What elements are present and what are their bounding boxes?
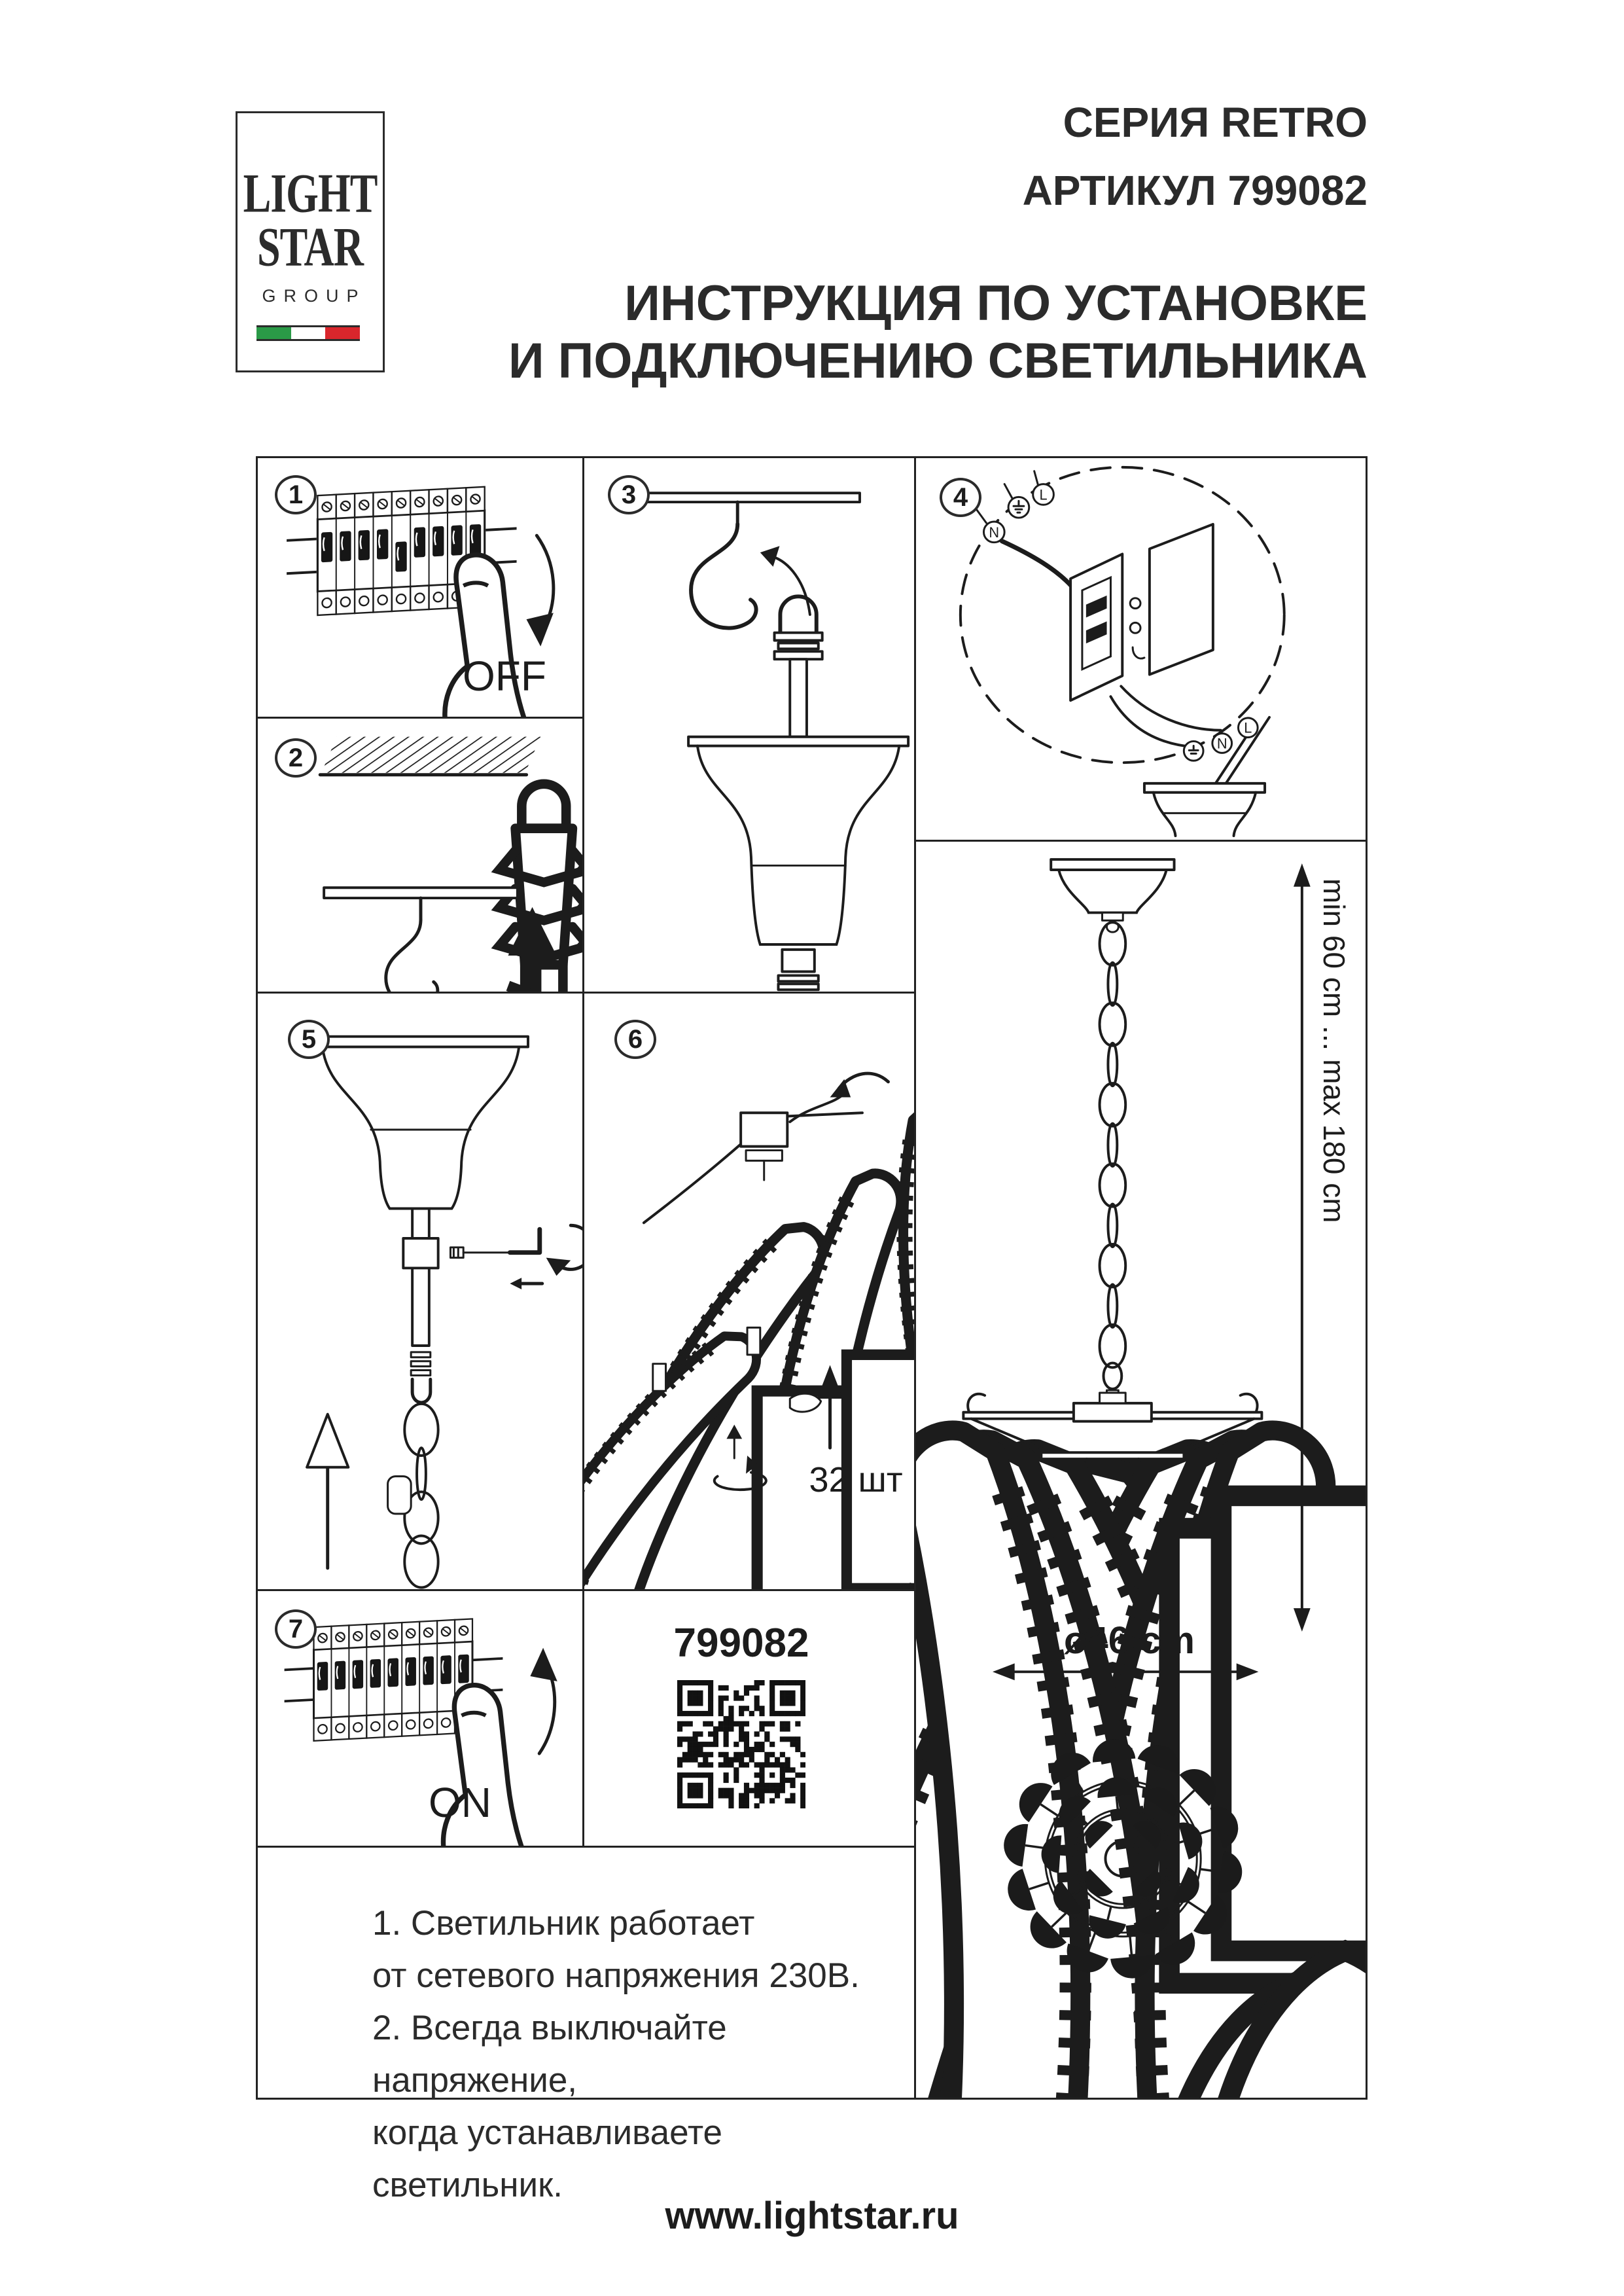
italy-flag-icon [256,325,360,341]
height-range-label: min 60 cm ... max 180 cm [1317,878,1351,1223]
off-label: OFF [463,653,546,700]
note-line: 2. Всегда выключайте напряжение, [372,2009,727,2100]
doc-title-line2: И ПОДКЛЮЧЕНИЮ СВЕТИЛЬНИКА [508,333,1368,389]
terminal-l-label: L [1039,486,1048,503]
step-panel-2 [256,717,584,994]
step-panel-1 [256,456,584,719]
step-panel-4 [914,456,1368,842]
flag-green-segment [256,327,291,339]
hang-on-hook-illustration [584,458,914,992]
step-2-badge: 2 [275,738,317,778]
flag-red-segment [325,327,360,339]
step-panel-5 [256,992,584,1591]
series-title: СЕРИЯ RETRO [1063,99,1368,146]
qr-panel [582,1589,916,1848]
chandelier-dimensions-panel [914,840,1368,2100]
article-title: АРТИКУЛ 799082 [1022,167,1368,214]
quantity-label: 32 шт [809,1460,903,1499]
step-3-badge: 3 [608,475,650,514]
flag-white-segment [291,327,326,339]
chandelier-drawing [916,842,1366,2098]
step-1-badge: 1 [275,475,317,514]
footer-url: www.lightstar.ru [665,2195,959,2237]
step-4-badge: 4 [940,478,981,517]
step-6-badge: 6 [614,1020,656,1059]
step-panel-7 [256,1589,584,1848]
step-5-badge: 5 [288,1020,330,1059]
wiring-connection-illustration [916,458,1366,840]
terminal-l-label: L [1244,719,1252,736]
diameter-label: ø46 cm [1064,1619,1195,1662]
terminal-n-label: N [989,524,1000,541]
step-panel-6 [582,992,916,1591]
notes-panel [256,1846,916,2204]
logo-word-group: GROUP [262,286,366,306]
logo-word-star: STAR [257,216,363,278]
step-panel-3 [582,456,916,994]
step-7-badge: 7 [275,1609,317,1649]
note-line: когда устанавливаете светильник. [372,2113,723,2204]
terminal-n-label: N [1216,735,1227,752]
lightstar-logo [236,111,385,372]
qr-code [677,1680,805,1808]
doc-title-line1: ИНСТРУКЦИЯ ПО УСТАНОВКЕ [624,276,1368,331]
canopy-assembly-illustration [258,994,582,1589]
article-number: 799082 [673,1621,809,1666]
note-line: 1. Светильник работает [372,1904,755,1943]
logo-word-light: LIGHT [243,162,378,224]
on-label: ON [429,1779,491,1826]
note-line: от сетевого напряжения 230В. [372,1956,860,1995]
